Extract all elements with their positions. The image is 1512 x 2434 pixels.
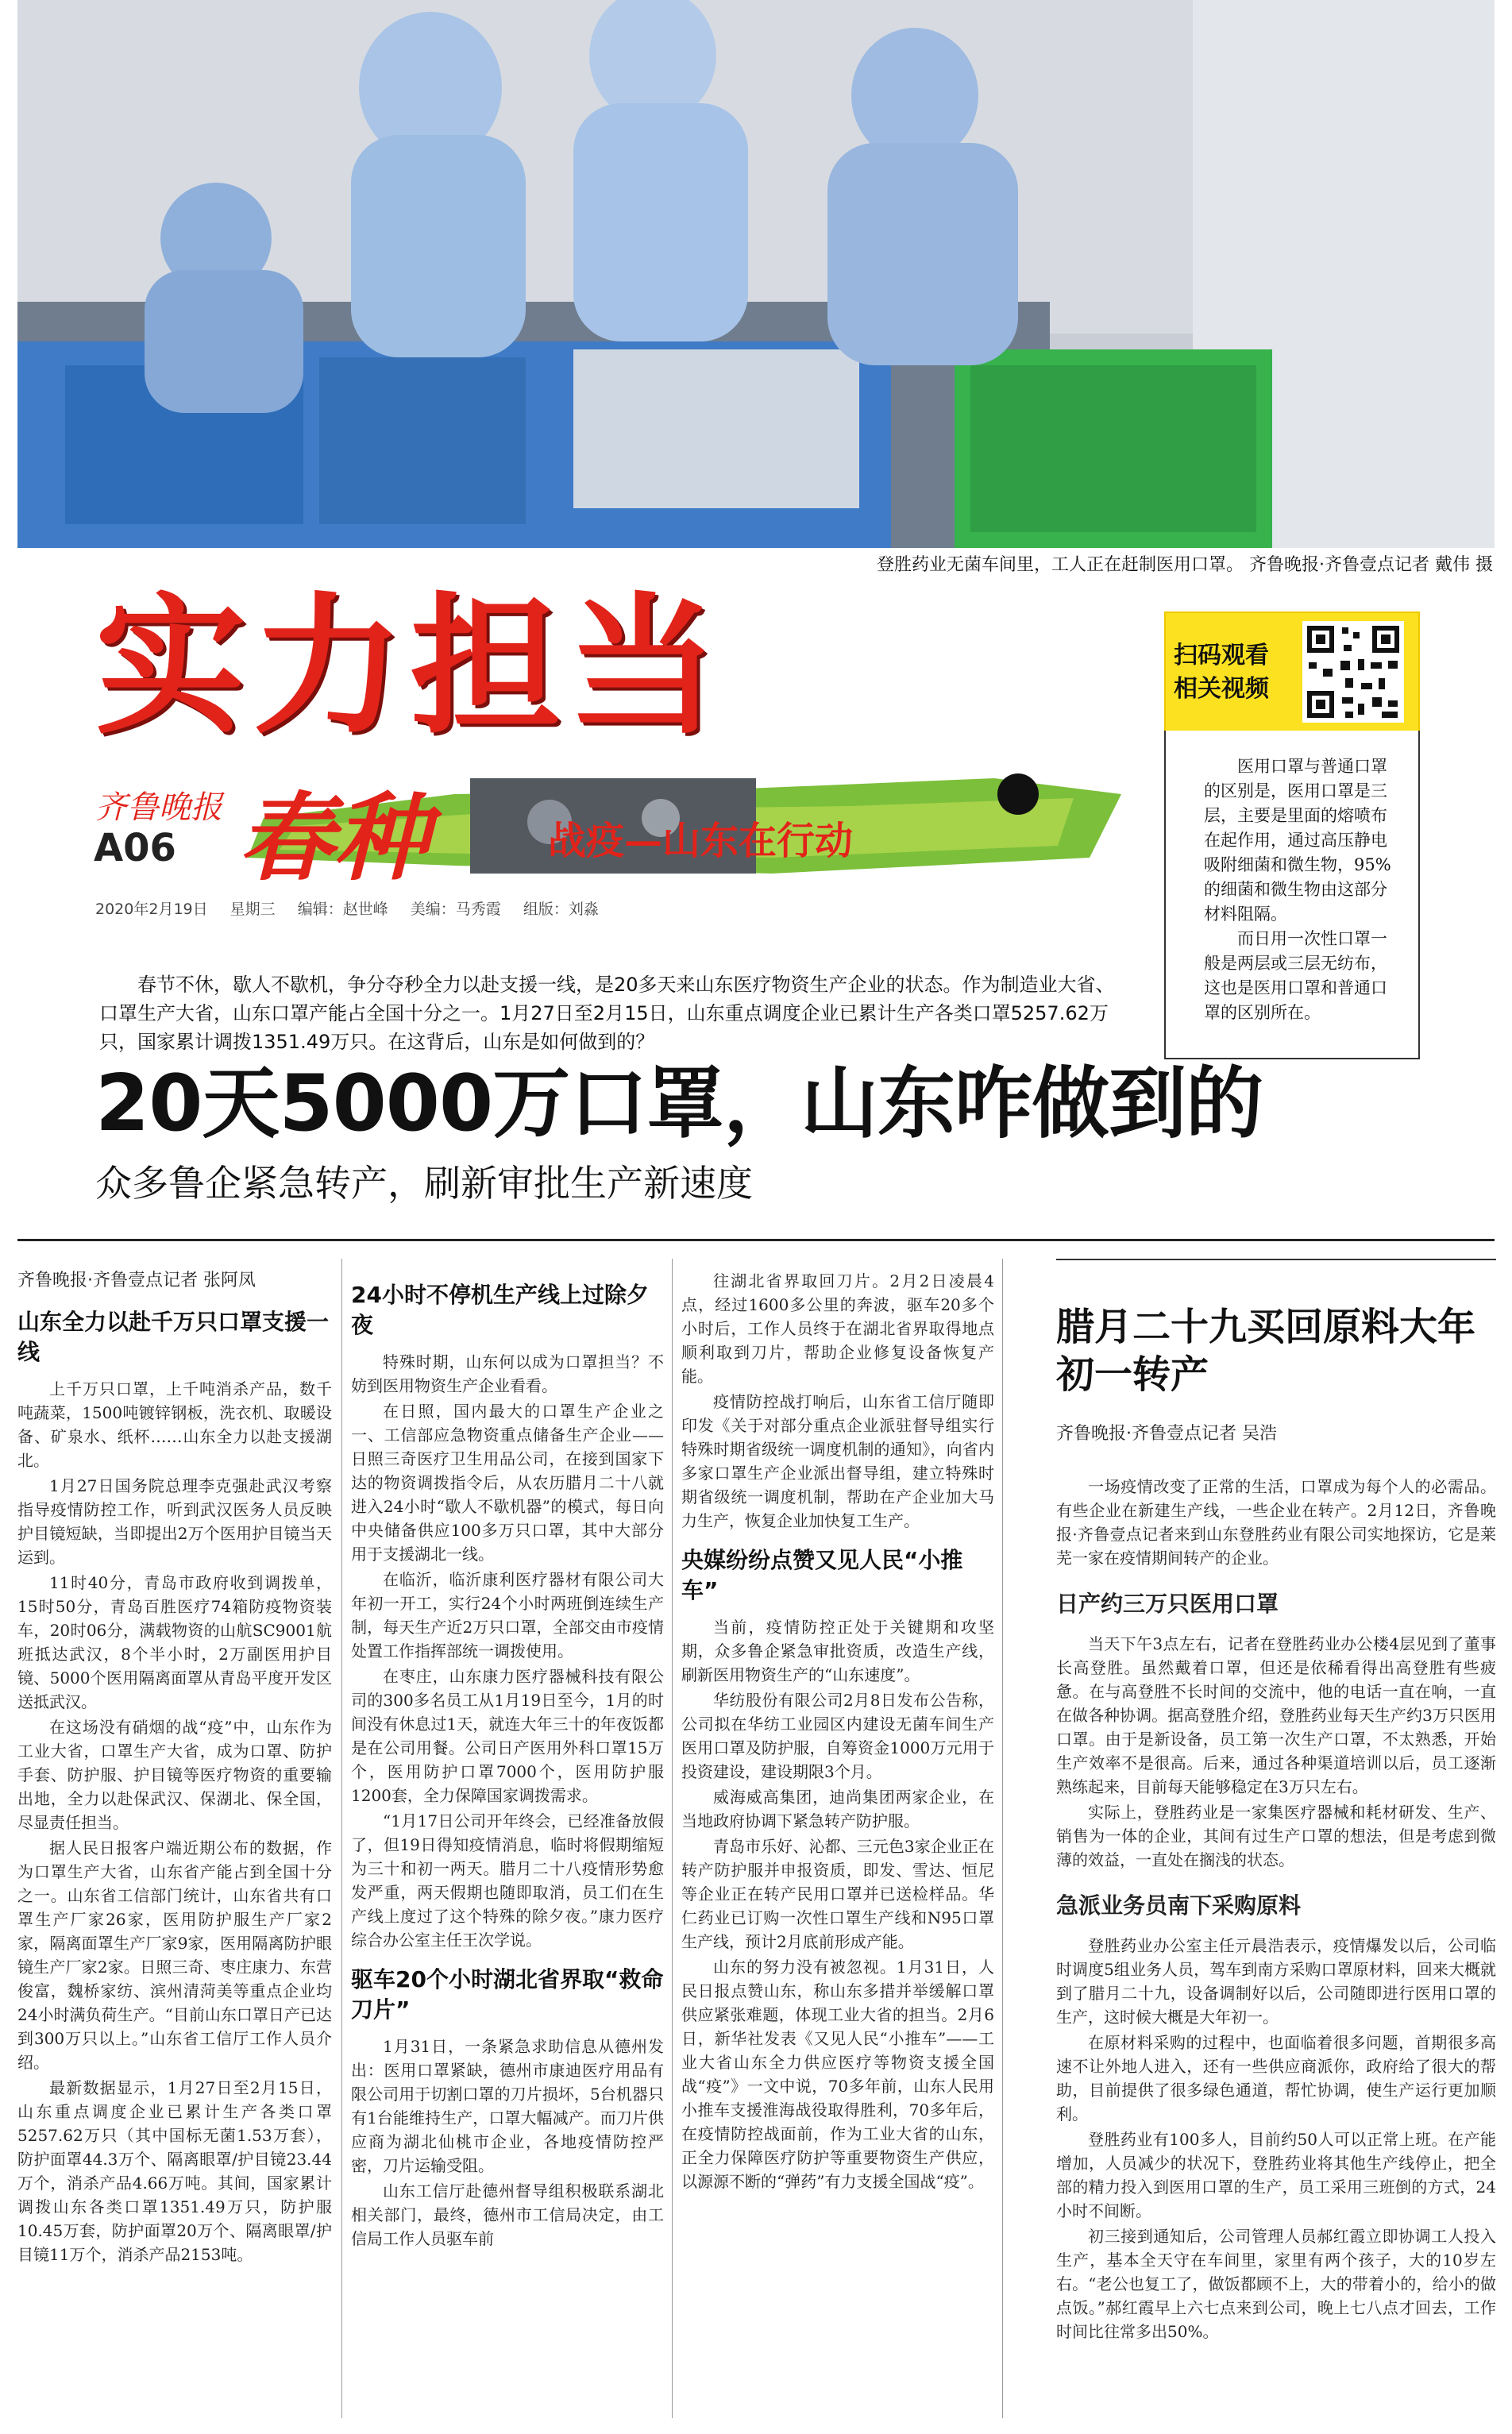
paragraph: 山东工信厅赴德州督导组积极联系湖北相关部门，最终，德州市工信局决定，由工信局工作人员驱车前	[351, 2181, 664, 2248]
qr-label-line2: 相关视频	[1174, 675, 1269, 703]
issue-proof: 组版：刘淼	[523, 901, 599, 918]
page-number: A06	[94, 826, 176, 870]
paragraph: “1月17日公司开年终会，已经准备放假了，但19日得知疫情消息，临时将假期缩短为三十和初一两天。腊月二十八疫情形势愈发严重，两天假期也随即取消，员工们在生产线上度过了这个特殊的除夕夜。”康力医疗综合办公室主任王次学说。	[351, 1811, 664, 1950]
paragraph: 1月31日，一条紧急求助信息从德州发出：医用口罩紧缺，德州市康迪医疗用品有限公司用于切割口罩的刀片损坏，5台机器只有1台能维持生产，口罩大幅减产。而刀片供应商为湖北仙桃市企业，各地疫情防控严密，刀片运输受阻。	[351, 2037, 664, 2175]
issue-art: 美编：马秀霞	[410, 901, 501, 918]
headline: 20天5000万口罩，山东咋做到的	[95, 1059, 1263, 1149]
issue-weekday: 星期三	[230, 901, 276, 918]
sidebar-note-p2: 而日用一次性口罩一般是两层或三层无纺布，这也是医用口罩和普通口罩的区别所在。	[1204, 929, 1387, 1022]
photo-caption: 登胜药业无菌车间里，工人正在赶制医用口罩。 齐鲁晚报·齐鲁壹点记者 戴伟 摄	[877, 555, 1493, 575]
hero-photo	[17, 0, 1495, 548]
subheading: 山东全力以赴千万只口罩支援一线	[17, 1309, 330, 1365]
paragraph: 在日照，国内最大的口罩生产企业之一、工信部应急物资重点储备生产企业——日照三奇医疗卫生用品公司，在接到国家下达的物资调拨指令后，从农历腊月二十八就进入24小时“歇人不歇机器”的模式，每日向中央储备供应100多万只口罩，其中大部分用于支援湖北一线。	[351, 1402, 664, 1564]
paragraph: 当前，疫情防控正处于关键期和攻坚期，众多鲁企紧急审批资质，改造生产线，刷新医用物资生产的“山东速度”。	[681, 1618, 994, 1684]
brand-logo: 齐鲁晚报	[95, 789, 222, 826]
byline: 齐鲁晚报·齐鲁壹点记者 吴浩	[1056, 1424, 1277, 1444]
paragraph: 最新数据显示，1月27日至2月15日，山东重点调度企业已累计生产各类口罩5257.62万只（其中国标无菌1.53万套），防护面罩44.3万个、隔离眼罩/护目镜23.44万个，消杀产品4.66万吨。其间，国家累计调拨山东各类口罩1351.49万只，防护服10.45万套，防护面罩20万个、隔离眼罩/护目镜11万个，消杀产品2153吨。	[17, 2078, 332, 2264]
column-divider	[341, 1259, 342, 2418]
lead-paragraph: 春节不休，歇人不歇机，争分夺秒全力以赴支援一线，是20多天来山东医疗物资生产企业的状态。作为制造业大省、口罩生产大省，山东口罩产能占全国十分之一。1月27日至2月15日，山东重点调度企业已累计生产各类口罩5257.62万只，国家累计调拨1351.49万只。在这背后，山东是如何做到的？	[99, 974, 1115, 1053]
sidebar-note	[1164, 731, 1420, 1059]
paragraph: 据人民日报客户端近期公布的数据，作为口罩生产大省，山东省产能占到全国十分之一。山东省工信部门统计，山东省共有口罩生产厂家26家，医用防护服生产厂家2家，隔离面罩生产厂家9家，医用隔离防护眼镜生产厂家2家。日照三奇、枣庄康力、东营俊富，魏桥家纺、滨州清菏美等重点企业均24小时满负荷生产。“目前山东口罩日产已达到300万只以上。”山东省工信厅工作人员介绍。	[17, 1838, 332, 2072]
subheading: 央媒纷纷点赞又见人民“小推车”	[681, 1547, 963, 1603]
subheading: 驱车20个小时湖北省界取“救命刀片”	[351, 1966, 664, 2023]
paragraph: 在临沂，临沂康利医疗器材有限公司大年初一开工，实行24个小时两班倒连续生产制，每天生产近2万只口罩，全部交由市疫情处置工作指挥部统一调拨使用。	[351, 1570, 664, 1661]
paragraph: 在原材料采购的过程中，也面临着很多问题，首期很多高速不让外地人进入，还有一些供应商派你，政府给了很大的帮助，目前提供了很多绿色通道，帮忙协调，使生产运行更加顺利。	[1056, 2033, 1496, 2123]
qr-code-icon[interactable]	[1302, 621, 1404, 723]
column-divider	[1002, 1259, 1003, 2418]
issue-editor: 编辑：赵世峰	[297, 901, 388, 918]
article-column-3	[681, 1269, 994, 2195]
paragraph: 登胜药业办公室主任亓晨浩表示，疫情爆发以后，公司临时调度5组业务人员，驾车到南方采购口罩原材料，回来大概就到了腊月二十九，设备调制好以后，公司随即进行医用口罩的生产，这时候大概是大年初一。	[1056, 1936, 1496, 2027]
paragraph: 疫情防控战打响后，山东省工信厅随即印发《关于对部分重点企业派驻督导组实行特殊时期省级统一调度机制的通知》，向省内多家口罩生产企业派出督导组，建立特殊时期省级统一调度机制，帮助在产企业加大马力生产，恢复企业加快复工生产。	[681, 1392, 994, 1530]
qr-label-line1: 扫码观看	[1174, 642, 1269, 669]
issue-date: 2020年2月19日	[95, 901, 208, 918]
paragraph: 特殊时期，山东何以成为口罩担当？不妨到医用物资生产企业看看。	[351, 1352, 664, 1395]
paragraph: 青岛市乐好、沁都、三元色3家企业正在转产防护服并申报资质，即发、雪达、恒尼等企业正在转产民用口罩并已送检样品。华仁药业已订购一次性口罩生产线和N95口罩生产线，预计2月底前形成产能。	[681, 1837, 994, 1951]
section-slogan: 战疫—山东在行动	[548, 819, 854, 863]
issue-meta	[95, 897, 616, 919]
paragraph: 华纺股份有限公司2月8日发布公告称，公司拟在华纺工业园区内建设无菌车间生产医用口罩及防护服，自筹资金1000万元用于投资建设，建设期限3个月。	[681, 1691, 994, 1781]
paragraph: 登胜药业有100多人，目前约50人可以正常上班。在产能增加，人员减少的状况下，登胜药业将其他生产线停止，把全部的精力投入到医用口罩的生产，员工采用三班倒的方式，24小时不间断。	[1056, 2130, 1496, 2220]
paragraph: 一场疫情改变了正常的生活，口罩成为每个人的必需品。有些企业在新建生产线，一些企业在转产。2月12日，齐鲁晚报·齐鲁壹点记者来到山东登胜药业有限公司实地探访，它是莱芜一家在疫情期间转产的企业。	[1056, 1477, 1496, 1568]
paragraph: 11时40分，青岛市政府收到调拨单，15时50分，青岛百胜医疗74箱防疫物资装车，20时06分，满载物资的山航SC9001航班抵达武汉，8个半小时，2万副医用护目镜、5000个医用隔离面罩从青岛平度开发区送抵武汉。	[17, 1573, 332, 1711]
subheadline: 众多鲁企紧急转产，刷新审批生产新速度	[95, 1162, 753, 1205]
byline: 齐鲁晚报·齐鲁壹点记者 张阿凤	[17, 1271, 256, 1290]
qr-label	[1174, 639, 1301, 706]
section-spring: 春种	[238, 782, 429, 894]
side-story-title: 腊月二十九买回原料大年初一转产	[1056, 1305, 1476, 1397]
subheading: 日产约三万只医用口罩	[1056, 1591, 1279, 1617]
divider	[17, 1239, 1495, 1241]
paragraph: 威海威高集团，迪尚集团两家企业，在当地政府协调下紧急转产防护服。	[681, 1788, 994, 1830]
paragraph: 往湖北省界取回刀片。2月2日凌晨4点，经过1600多公里的奔波，驱车20多个小时后，工作人员终于在湖北省界取得地点顺利取到刀片，帮助企业修复设备恢复产能。	[681, 1271, 994, 1386]
article-column-2	[351, 1280, 664, 2252]
subheading: 急派业务员南下采购原料	[1056, 1892, 1302, 1919]
paragraph: 1月27日国务院总理李克强赴武汉考察指导疫情防控工作，听到武汉医务人员反映护目镜短缺，当即提出2万个医用护目镜当天运到。	[17, 1476, 332, 1567]
column-divider	[672, 1259, 673, 2418]
paragraph: 在这场没有硝烟的战“疫”中，山东作为工业大省，口罩生产大省，成为口罩、防护手套、防护服、护目镜等医疗物资的重要输出地，全力以赴保武汉、保湖北、保全国，尽显责任担当。	[17, 1718, 332, 1832]
subheading: 24小时不停机生产线上过除夕夜	[351, 1282, 649, 1338]
paragraph: 山东的努力没有被忽视。1月31日，人民日报点赞山东，称山东多措并举缓解口罩供应紧张难题，体现工业大省的担当。2月6日，新华社发表《又见人民“小推车”——工业大省山东全力供应医疗等物资支援全国战“疫”》一文中说，70多年前，山东人民用小推车支援淮海战役取得胜利，70多年后，在疫情防控战面前，作为工业大省的山东，正全力保障医疗防护等重要物资生产供应，以源源不断的“弹药”有力支援全国战“疫”。	[681, 1958, 994, 2191]
paragraph: 当天下午3点左右，记者在登胜药业办公楼4层见到了董事长高登胜。虽然戴着口罩，但还是依稀看得出高登胜有些疲惫。在与高登胜不长时间的交流中，他的电话一直在响，一直在做各种协调。据高登胜介绍，登胜药业每天生产约3万只医用口罩。由于是新设备，员工第一次生产口罩，不太熟悉，开始生产效率不是很高。后来，通过各种渠道培训以后，员工逐渐熟练起来，目前每天能够稳定在3万只左右。	[1056, 1634, 1496, 1796]
sidebar-note-p1: 医用口罩与普通口罩的区别是，医用口罩是三层，主要是里面的熔喷布在起作用，通过高压静电吸附细菌和微生物，95%的细菌和微生物由这部分材料阻隔。	[1204, 757, 1391, 924]
section-title: 实力担当	[95, 579, 725, 754]
article-column-1	[17, 1269, 332, 2268]
paragraph: 初三接到通知后，公司管理人员郝红霞立即协调工人投入生产，基本全天守在车间里，家里有两个孩子，大的10岁左右。“老公也复工了，做饭都顾不上，大的带着小的，给小的做点饭。”郝红霞早上六七点来到公司，晚上七八点才回去，工作时间比往常多出50%。	[1056, 2227, 1496, 2341]
paragraph: 在枣庄，山东康力医疗器械科技有限公司的300多名员工从1月19日至今，1月的时间没有休息过1天，就连大年三十的年夜饭都是在公司用餐。公司日产医用外科口罩15万个，医用防护口罩7000个，医用防护服1200套，全力保障国家调拨需求。	[351, 1667, 664, 1805]
side-story	[1056, 1259, 1496, 2345]
paragraph: 上千万只口罩，上千吨消杀产品，数千吨蔬菜，1500吨镀锌钢板，洗衣机、取暖设备、矿泉水、纸杯……山东全力以赴支援湖北。	[17, 1379, 332, 1470]
paragraph: 实际上，登胜药业是一家集医疗器械和耗材研发、生产、销售为一体的企业，其间有过生产口罩的想法，但是考虑到微薄的效益，一直处在搁浅的状态。	[1056, 1803, 1496, 1869]
